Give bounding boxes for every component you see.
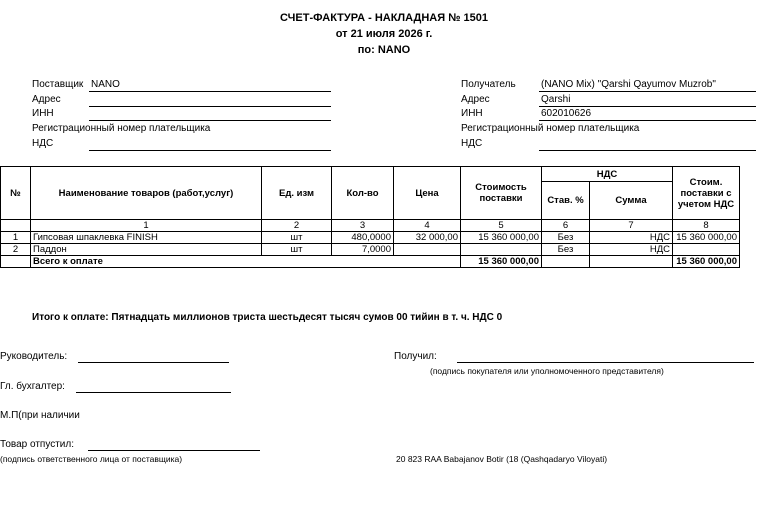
row-cost: 15 360 000,00 [461, 232, 542, 244]
table-row [1, 232, 740, 244]
recipient-address-label: Адрес [461, 94, 490, 105]
col-number: 1 [31, 220, 262, 232]
director-signature-line [78, 362, 229, 363]
header-cost: Стоимость поставки [461, 167, 542, 220]
table-header-row [1, 167, 740, 182]
row-name: Гипсовая шпаклевка FINISH [31, 232, 262, 244]
header-price: Цена [394, 167, 461, 220]
header-vat-rate: Став. % [542, 182, 590, 220]
footer-note: 20 823 RAA Babajanov Botir (18 (Qashqadaryo Viloyati) [396, 454, 608, 464]
supplier-address-label: Адрес [32, 94, 61, 105]
recipient-inn: 602010626 [541, 108, 592, 119]
row-qty: 480,0000 [332, 232, 394, 244]
released-note: (подпись ответственного лица от поставщика) [0, 454, 183, 464]
supplier-inn-label: ИНН [32, 108, 54, 119]
row-price: 32 000,00 [394, 232, 461, 244]
supplier-address-line [89, 106, 331, 107]
row-vat-rate: Без [542, 244, 590, 256]
recipient-vat-line [539, 150, 756, 151]
total-label: Всего к оплате [31, 256, 461, 268]
invoice-by: по: NANO [357, 44, 411, 56]
header-vat-group: НДС [542, 167, 673, 182]
recipient-name-line [539, 91, 756, 92]
recipient-inn-line [539, 120, 756, 121]
table-row [1, 244, 740, 256]
supplier-label: Поставщик [32, 79, 84, 90]
row-vat-sum: НДС [590, 232, 673, 244]
released-signature-line [88, 450, 260, 451]
col-number: 2 [262, 220, 332, 232]
supplier-vat-line [89, 150, 331, 151]
header-name: Наименование товаров (работ,услуг) [31, 167, 262, 220]
header-num: № [1, 167, 31, 220]
col-number: 7 [590, 220, 673, 232]
row-total [673, 244, 740, 256]
invoice-date: от 21 июля 2026 г. [335, 28, 433, 40]
invoice-title: СЧЕТ-ФАКТУРА - НАКЛАДНАЯ № 1501 [280, 12, 488, 24]
row-unit: шт [262, 232, 332, 244]
supplier-name: NANO [91, 79, 120, 90]
supplier-vat-label: НДС [32, 138, 54, 149]
invoice-table [0, 166, 740, 268]
received-note: (подпись покупателя или уполномоченного представителя) [430, 366, 664, 376]
received-signature-line [457, 362, 754, 363]
row-qty: 7,0000 [332, 244, 394, 256]
header-unit: Ед. изм [262, 167, 332, 220]
col-number: 3 [332, 220, 394, 232]
stamp-label: М.П(при наличии [0, 410, 80, 421]
row-price [394, 244, 461, 256]
header-total: Стоим. поставки с учетом НДС [673, 167, 740, 220]
header-qty: Кол-во [332, 167, 394, 220]
row-vat-sum: НДС [590, 244, 673, 256]
col-number: 5 [461, 220, 542, 232]
supplier-name-line [89, 91, 331, 92]
accountant-label: Гл. бухгалтер: [0, 381, 65, 392]
row-num: 1 [1, 232, 31, 244]
director-label: Руководитель: [0, 351, 68, 362]
row-total: 15 360 000,00 [673, 232, 740, 244]
col-number: 8 [673, 220, 740, 232]
row-num: 2 [1, 244, 31, 256]
total-cost: 15 360 000,00 [461, 256, 542, 268]
row-unit: шт [262, 244, 332, 256]
recipient-name: (NANO Mix) "Qarshi Qayumov Muzrob" [541, 79, 716, 90]
recipient-address-line [539, 106, 756, 107]
row-cost [461, 244, 542, 256]
recipient-label: Получатель [461, 79, 516, 90]
supplier-reg-label: Регистрационный номер плательщика [32, 123, 211, 134]
total-row [1, 256, 740, 268]
total-with-vat: 15 360 000,00 [673, 256, 740, 268]
received-label: Получил: [394, 351, 437, 362]
col-number: 4 [394, 220, 461, 232]
row-name: Паддон [31, 244, 262, 256]
row-vat-rate: Без [542, 232, 590, 244]
released-label: Товар отпустил: [0, 439, 74, 450]
recipient-reg-label: Регистрационный номер плательщика [461, 123, 640, 134]
recipient-inn-label: ИНН [461, 108, 483, 119]
accountant-signature-line [76, 392, 231, 393]
supplier-inn-line [89, 120, 331, 121]
recipient-vat-label: НДС [461, 138, 483, 149]
header-vat-sum: Сумма [590, 182, 673, 220]
total-in-words: Итого к оплате: Пятнадцать миллионов триста шестьдесят тысяч сумов 00 тийин в т. ч. НДС 0 [32, 312, 503, 323]
col-number: 6 [542, 220, 590, 232]
recipient-address: Qarshi [541, 94, 571, 105]
column-number-row [1, 220, 740, 232]
